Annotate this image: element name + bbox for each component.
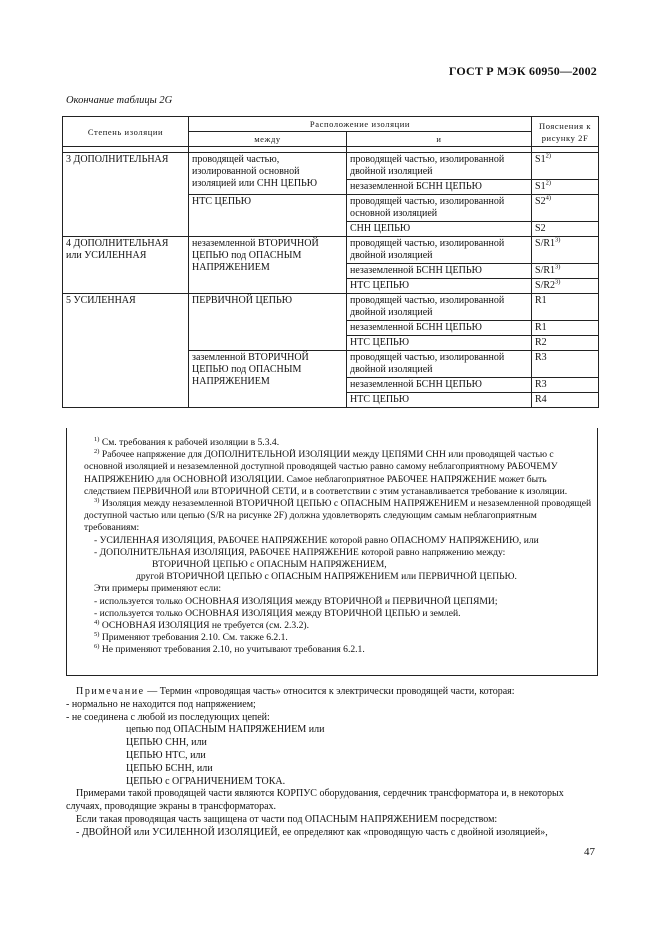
insulation-table [62, 116, 599, 408]
header-location: Расположение изоляции [189, 117, 532, 132]
note-cell: S/R1$^{3)}$ [532, 264, 599, 279]
circuit-item: ЦЕПЬЮ СНН, или [126, 737, 207, 749]
circuit-item: ЦЕПЬЮ БСНН, или [126, 762, 213, 774]
paragraph: Если такая проводящая часть защищена от части под ОПАСНЫМ НАПРЯЖЕНИЕМ посредством: [76, 813, 498, 825]
and-cell: проводящей частью, изолированной двойной изоляцией [347, 351, 532, 378]
footnote-3-item: - используется только ОСНОВНАЯ ИЗОЛЯЦИЯ между ВТОРИЧНОЙ ЦЕПЬЮ и землей. [94, 607, 461, 619]
note-list-item: - не соединена с любой из последующих цепей: [66, 711, 270, 723]
note-cell: R3 [532, 351, 599, 378]
note-cell: S/R1$^{3)}$ [532, 237, 599, 264]
degree-cell: 5 УСИЛЕННАЯ [63, 294, 189, 408]
footnote-2: $^{2)}$ Рабочее напряжение для ДОПОЛНИТЕЛЬНОЙ ИЗОЛЯЦИИ между ЦЕПЯМИ СНН или проводящей частью с основной изоляцией и незаземленной доступной проводящей частью равно самому неблагоприятному РАБОЧЕМУ НАПРЯЖЕНИЮ для ОСНОВНОЙ ИЗОЛЯЦИИ. Самое неблагоприятное РАБОЧЕЕ НАПРЯЖЕНИЕ может быть следствием ПЕРВИЧНОЙ или ВТОРИЧНОЙ СЕТИ, и в соответствии с этим устанавливается требование к изоляции. [84, 448, 568, 497]
note-section [66, 686, 598, 840]
and-cell: НТС ЦЕПЬЮ [347, 393, 532, 408]
circuit-item: ЦЕПЬЮ НТС, или [126, 749, 206, 761]
degree-cell: 3 ДОПОЛНИТЕЛЬНАЯ [63, 153, 189, 237]
and-cell: проводящей частью, изолированной двойной изоляцией [347, 237, 532, 264]
note-cell: S1$^{2)}$ [532, 180, 599, 195]
footnotes [84, 437, 592, 657]
circuit-item: ЦЕПЬЮ с ОГРАНИЧЕНИЕМ ТОКА. [126, 775, 286, 787]
note-cell: S2 [532, 222, 599, 237]
circuit-item: цепью под ОПАСНЫМ НАПРЯЖЕНИЕМ или [126, 724, 325, 736]
header-between: между [189, 132, 347, 147]
paragraph: - ДВОЙНОЙ или УСИЛЕННОЙ ИЗОЛЯЦИЕЙ, ее определяют как «проводящую часть с двойной изоляцией», [76, 826, 548, 838]
note-cell: R1 [532, 321, 599, 336]
note-cell: S/R2$^{3)}$ [532, 279, 599, 294]
note-list-item: - нормально не находится под напряжением; [66, 698, 256, 710]
note-cell: R4 [532, 393, 599, 408]
footnote-3-subitem: другой ВТОРИЧНОЙ ЦЕПЬЮ с ОПАСНЫМ НАПРЯЖЕНИЕМ или ПЕРВИЧНОЙ ЦЕПЬЮ. [136, 571, 517, 583]
footnote-5: $^{5)}$ Применяют требования 2.10. См. также 6.2.1. [94, 631, 288, 644]
and-cell: незаземленной БСНН ЦЕПЬЮ [347, 180, 532, 195]
note-cell: S1$^{2)}$ [532, 153, 599, 180]
document-header: ГОСТ Р МЭК 60950—2002 [448, 64, 597, 78]
note-cell: R2 [532, 336, 599, 351]
header-degree: Степень изоляции [63, 117, 189, 147]
footnote-3-subitem: ВТОРИЧНОЙ ЦЕПЬЮ с ОПАСНЫМ НАПРЯЖЕНИЕМ, [152, 559, 387, 571]
footnote-3-item: - УСИЛЕННАЯ ИЗОЛЯЦИЯ, РАБОЧЕЕ НАПРЯЖЕНИЕ которой равно ОПАСНОМУ НАПРЯЖЕНИЮ, или [94, 534, 539, 546]
and-cell: незаземленной БСНН ЦЕПЬЮ [347, 321, 532, 336]
footnote-1: $^{1)}$ См. требования к рабочей изоляции в 5.3.4. [94, 435, 280, 448]
and-cell: проводящей частью, изолированной двойной изоляцией [347, 294, 532, 321]
and-cell: проводящей частью, изолированной двойной изоляцией [347, 153, 532, 180]
and-cell: незаземленной БСНН ЦЕПЬЮ [347, 378, 532, 393]
footnote-3: $^{3)}$ Изоляция между незаземленной ВТОРИЧНОЙ ЦЕПЬЮ с ОПАСНЫМ НАПРЯЖЕНИЕМ и незаземленной проводящей доступной частью или цепью (S/R на рисунке 2F) должна удовлетворять следующим самым неблагоприятным требованиям: [84, 496, 592, 534]
between-cell: проводящей частью, изолированной основной изоляцией или СНН ЦЕПЬЮ [189, 153, 347, 195]
between-cell: незаземленной ВТОРИЧНОЙ ЦЕПЬЮ под ОПАСНЫМ НАПРЯЖЕНИЕМ [189, 237, 347, 294]
and-cell: СНН ЦЕПЬЮ [347, 222, 532, 237]
note-cell: R1 [532, 294, 599, 321]
header-and: и [347, 132, 532, 147]
and-cell: проводящей частью, изолированной основной изоляцией [347, 195, 532, 222]
footnote-4: $^{4)}$ ОСНОВНАЯ ИЗОЛЯЦИЯ не требуется (см. 2.3.2). [94, 618, 310, 632]
note-intro: Примечание — Термин «проводящая часть» относится к электрически проводящей части, которая: [76, 686, 515, 697]
and-cell: НТС ЦЕПЬЮ [347, 279, 532, 294]
between-cell: ПЕРВИЧНОЙ ЦЕПЬЮ [189, 294, 347, 351]
and-cell: незаземленной БСНН ЦЕПЬЮ [347, 264, 532, 279]
footnote-6: $^{6)}$ Не применяют требования 2.10, но учитывают требования 6.2.1. [94, 643, 365, 656]
page-number: 47 [584, 846, 595, 858]
and-cell: НТС ЦЕПЬЮ [347, 336, 532, 351]
table-caption: Окончание таблицы 2G [66, 95, 173, 106]
note-cell: S2$^{4)}$ [532, 195, 599, 222]
footnote-3-item: Эти примеры применяют если: [94, 583, 222, 595]
note-cell: R3 [532, 378, 599, 393]
between-cell: заземленной ВТОРИЧНОЙ ЦЕПЬЮ под ОПАСНЫМ НАПРЯЖЕНИЕМ [189, 351, 347, 408]
footnote-3-item: - ДОПОЛНИТЕЛЬНАЯ ИЗОЛЯЦИЯ, РАБОЧЕЕ НАПРЯЖЕНИЕ которой равно напряжению между: [94, 546, 506, 558]
footnote-3-item: - используется только ОСНОВНАЯ ИЗОЛЯЦИЯ между ВТОРИЧНОЙ и ПЕРВИЧНОЙ ЦЕПЯМИ; [94, 595, 498, 607]
header-notes: Пояснения к рисунку 2F [532, 117, 599, 147]
paragraph: Примерами такой проводящей части являются КОРПУС оборудования, сердечник трансформатора и, в некоторых случаях, проводящие экраны в трансформаторах. [66, 788, 564, 813]
degree-cell: 4 ДОПОЛНИТЕЛЬНАЯ или УСИЛЕННАЯ [63, 237, 189, 294]
between-cell: НТС ЦЕПЬЮ [189, 195, 347, 237]
